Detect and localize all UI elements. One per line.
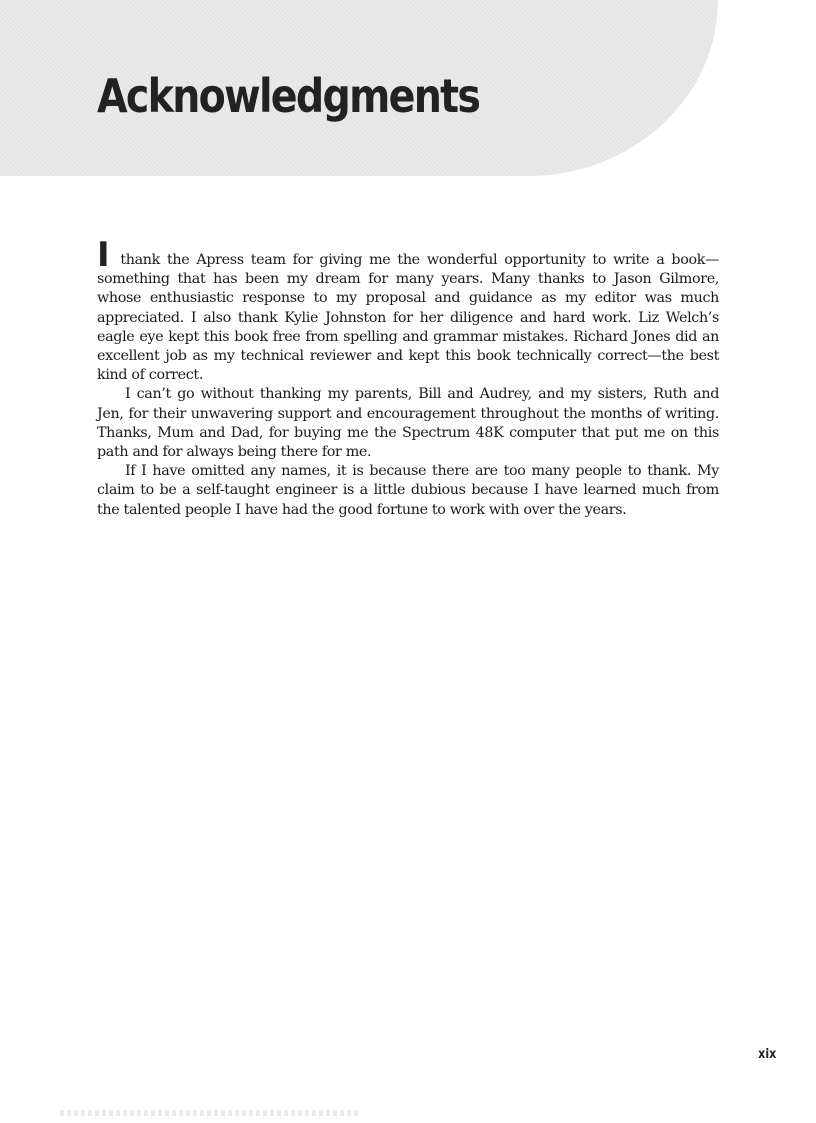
paragraph-2: I can’t go without thanking my parents, Bill and Audrey, and my sisters, Ruth and Jen, for their unwavering support and encouragement throughout the months of writing. Thanks, Mum and Dad, for buying me the Spectrum 48K computer that put me on this path and for always being there for me. [97, 386, 719, 461]
acknowledgments-body [97, 235, 719, 520]
footer-scan-mark [60, 1110, 360, 1116]
paragraph-3: If I have omitted any names, it is because there are too many people to thank. My claim to be a self-taught engineer is a little dubious because I have learned much from the talented people I have had the good fortune to work with over the years. [97, 463, 719, 518]
drop-cap: I [97, 235, 110, 275]
chapter-title: Acknowledgments [97, 69, 480, 123]
paragraph-1 [97, 235, 719, 385]
paragraph-1-text: thank the Apress team for giving me the wonderful opportunity to write a book—something that has been my dream for many years. Many thanks to Jason Gilmore, whose enthusiastic response to my proposal and guidance as my editor was much appreciated. I also thank Kylie Johnston for her diligence and hard work. Liz Welch’s eagle eye kept this book free from spelling and grammar mistakes. Richard Jones did an excellent job as my technical reviewer and kept this book technically correct—the best kind of correct. [97, 252, 719, 384]
page-number: xix [757, 1047, 776, 1062]
